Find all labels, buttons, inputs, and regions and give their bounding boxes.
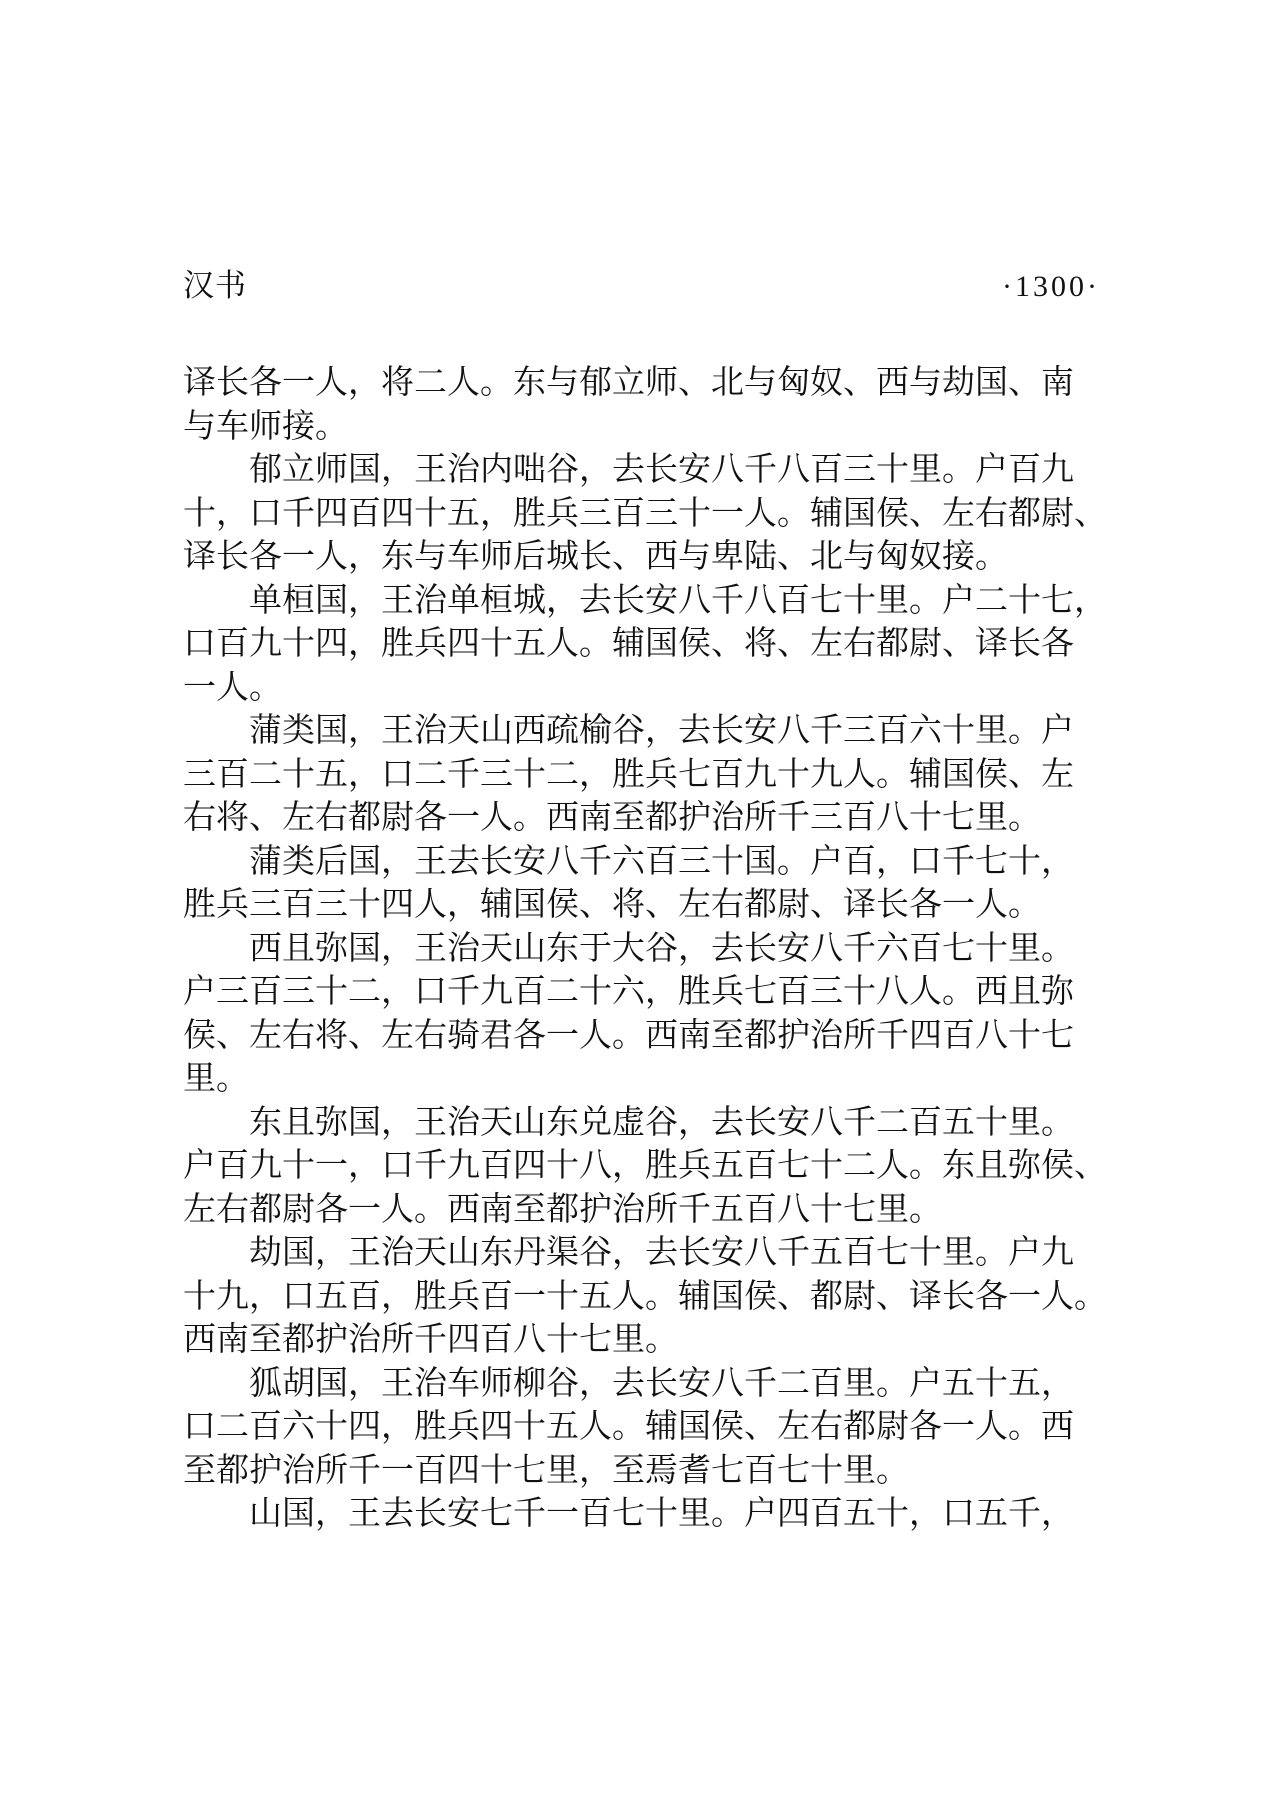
text-line: 与车师接。 (183, 408, 348, 445)
text-line: 三百二十五，口二千三十二，胜兵七百九十九人。辅国侯、左 (183, 756, 1074, 793)
text-line: 口百九十四，胜兵四十五人。辅国侯、将、左右都尉、译长各 (183, 626, 1074, 662)
text-line: 一人。 (183, 669, 282, 706)
text-line: 译长各一人，东与车师后城长、西与卑陆、北与匈奴接。 (183, 539, 1008, 575)
text-line: 狐胡国，王治车师柳谷，去长安八千二百里。户五十五， (183, 1365, 1074, 1402)
book-title: 汉书 (183, 268, 247, 303)
text-line: 东且弥国，王治天山东兑虚谷，去长安八千二百五十里。 (183, 1104, 1074, 1141)
text-line: 侯、左右将、左右骑君各一人。西南至都护治所千四百八十七 (183, 1017, 1074, 1054)
text-line: 单桓国，王治单桓城，去长安八千八百七十里。户二十七， (183, 582, 1107, 619)
text-line: 山国，王去长安七千一百七十里。户四百五十，口五千， (183, 1496, 1074, 1532)
text-line: 至都护治所千一百四十七里，至焉耆七百七十里。 (183, 1452, 909, 1489)
running-header (183, 266, 1100, 306)
page-number: ·1300· (1002, 270, 1100, 303)
text-line: 胜兵三百三十四人，辅国侯、将、左右都尉、译长各一人。 (183, 887, 1041, 923)
text-line: 蒲类后国，王去长安八千六百三十国。户百，口千七十， (183, 843, 1074, 880)
text-line: 十，口千四百四十五，胜兵三百三十一人。辅国侯、左右都尉、 (183, 495, 1107, 532)
text-line: 蒲类国，王治天山西疏榆谷，去长安八千三百六十里。户 (183, 713, 1074, 749)
text-line: 左右都尉各一人。西南至都护治所千五百八十七里。 (183, 1191, 942, 1228)
text-line: 里。 (183, 1061, 249, 1097)
text-line: 口二百六十四，胜兵四十五人。辅国侯、左右都尉各一人。西 (183, 1409, 1074, 1445)
text-line: 西且弥国，王治天山东于大谷，去长安八千六百七十里。 (183, 930, 1074, 967)
text-line: 劫国，王治天山东丹渠谷，去长安八千五百七十里。户九 (183, 1235, 1074, 1271)
text-line: 西南至都护治所千四百八十七里。 (183, 1322, 678, 1358)
text-line: 户三百三十二，口千九百二十六，胜兵七百三十八人。西且弥 (183, 974, 1074, 1010)
text-line: 右将、左右都尉各一人。西南至都护治所千三百八十七里。 (183, 800, 1041, 836)
text-line: 郁立师国，王治内咄谷，去长安八千八百三十里。户百九 (183, 452, 1074, 488)
text-line: 十九，口五百，胜兵百一十五人。辅国侯、都尉、译长各一人。 (183, 1278, 1107, 1315)
text-line: 户百九十一，口千九百四十八，胜兵五百七十二人。东且弥侯、 (183, 1148, 1107, 1184)
text-line: 译长各一人，将二人。东与郁立师、北与匈奴、西与劫国、南 (183, 365, 1074, 401)
body-text (183, 362, 1143, 1537)
